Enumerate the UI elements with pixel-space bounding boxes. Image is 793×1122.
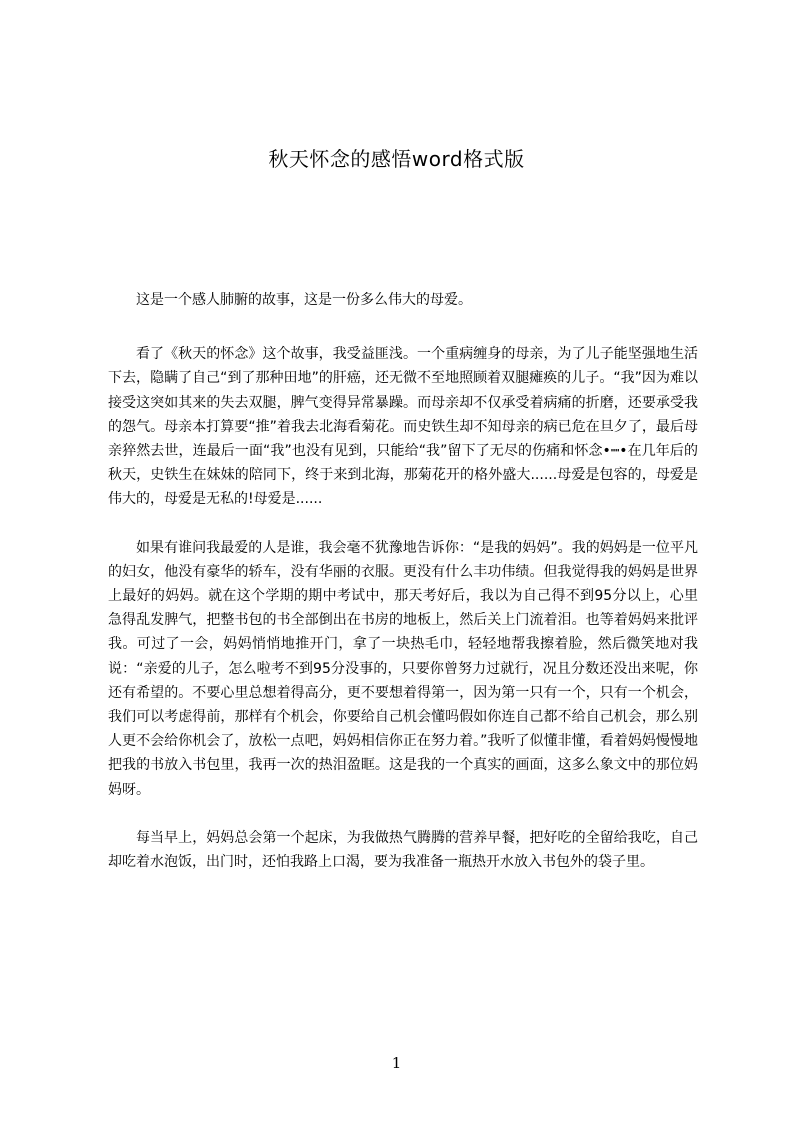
paragraph-2: 看了《秋天的怀念》这个故事，我受益匪浅。一个重病缠身的母亲，为了儿子能坚强地生活下去，隐瞒了自己“到了那种田地”的肝癌，还无微不至地照顾着双腿瘫痪的儿子。“我”因为难以接受这突如其来的失去双腿，脾气变得异常暴躁。而母亲却不仅承受着病痛的折磨，还要承受我的怨气。母亲本打算要“推”着我去北海看菊花。而史铁生却不知母亲的病已危在旦夕了，最后母亲猝然去世，连最后一面“我”也没有见到，只能给“我”留下了无尽的伤痛和怀念•┉•在几年后的秋天，史铁生在妹妹的陪同下，终于来到北海，那菊花开的格外盛大......母爱是包容的，母爱是伟大的，母爱是无私的!母爱是......	[108, 346, 698, 508]
paragraph-3: 如果有谁问我最爱的人是谁，我会毫不犹豫地告诉你：“是我的妈妈”。我的妈妈是一位平凡的妇女，他没有豪华的轿车，没有华丽的衣服。更没有什么丰功伟绩。但我觉得我的妈妈是世界上最好的妈妈。就在这个学期的期中考试中，那天考好后，我以为自己得不到95分以上，心里急得乱发脾气，把整书包的书全部倒出在书房的地板上，然后关上门流着泪。也等着妈妈来批评我。可过了一会，妈妈悄悄地推开门，拿了一块热毛巾，轻轻地帮我擦着脸，然后微笑地对我说：“亲爱的儿子，怎么啦考不到95分没事的，只要你曾努力过就行，况且分数还没出来呢，你还有希望的。不要心里总想着得高分，更不要想着得第一，因为第一只有一个，只有一个机会，我们可以考虑得前，那样有个机会，你要给自己机会懂吗假如你连自己都不给自己机会，那么别人更不会给你机会了，放松一点吧，妈妈相信你正在努力着。”我听了似懂非懂，看着妈妈慢慢地把我的书放入书包里，我再一次的热泪盈眶。这是我的一个真实的画面，这多么象文中的那位妈妈呀。	[108, 539, 698, 798]
paragraph-1: 这是一个感人肺腑的故事，这是一份多么伟大的母爱。	[136, 292, 472, 308]
paragraph-4: 每当早上，妈妈总会第一个起床，为我做热气腾腾的营养早餐，把好吃的全留给我吃，自己却吃着水泡饭，出门时，还怕我路上口渴，要为我准备一瓶热开水放入书包外的袋子里。	[108, 829, 698, 871]
document-title: 秋天怀念的感悟word格式版	[268, 147, 525, 171]
page-number: 1	[391, 1054, 402, 1072]
document-body	[108, 288, 698, 898]
